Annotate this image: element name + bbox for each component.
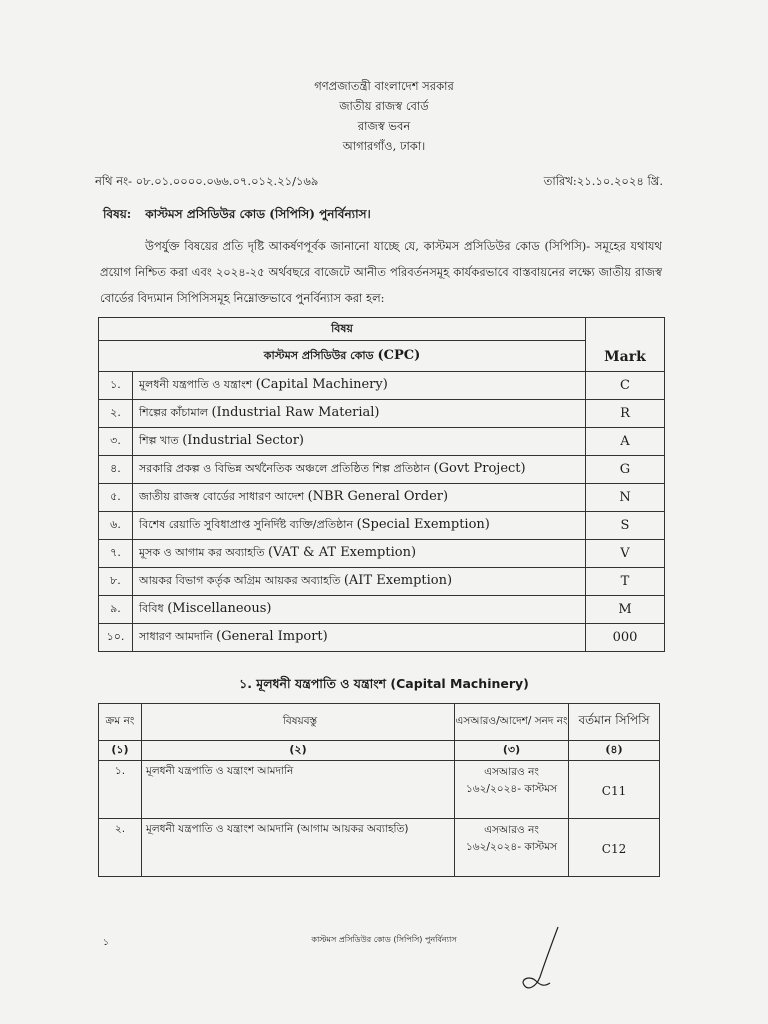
row-number: ৮. bbox=[99, 568, 133, 596]
signature-mark bbox=[510, 925, 570, 995]
row-description-bn: আয়কর বিভাগ কর্তৃক অগ্রিম আয়কর অব্যাহতি bbox=[139, 574, 341, 587]
row-mark: M bbox=[586, 596, 665, 624]
row-serial: ১. bbox=[99, 761, 142, 819]
row-number: ১. bbox=[99, 372, 133, 400]
row-mark: 000 bbox=[586, 624, 665, 652]
row-description-en: (VAT & AT Exemption) bbox=[267, 545, 417, 560]
col-number-4: (৪) bbox=[569, 741, 660, 761]
subject-label: বিষয়: bbox=[103, 207, 132, 221]
row-serial: ২. bbox=[99, 819, 142, 877]
row-mark: N bbox=[586, 484, 665, 512]
row-description-bn: জাতীয় রাজস্ব বোর্ডের সাধারণ আদেশ bbox=[139, 490, 305, 503]
col-number-2: (২) bbox=[142, 741, 455, 761]
row-description-en: (General Import) bbox=[216, 629, 328, 644]
row-description-bn: শিল্পের কাঁচামাল bbox=[139, 406, 208, 419]
row-description-bn: শিল্প খাত bbox=[139, 434, 179, 447]
row-cpc: C11 bbox=[569, 761, 660, 819]
col-number-1: (১) bbox=[99, 741, 142, 761]
col-header-subject: বিষয়বস্তু bbox=[142, 704, 455, 741]
row-description bbox=[133, 400, 586, 428]
col-header-serial: ক্রম নং bbox=[99, 704, 142, 741]
row-number: ৩. bbox=[99, 428, 133, 456]
footer-title: কাস্টমস প্রসিডিউর কোড (সিপিসি) পুনর্বিন্যাস bbox=[311, 935, 457, 944]
cpc-header-bn: কাস্টমস প্রসিডিউর কোড bbox=[263, 348, 374, 362]
row-description bbox=[133, 456, 586, 484]
cpc-header-en: (CPC) bbox=[377, 347, 421, 363]
row-mark: V bbox=[586, 540, 665, 568]
row-description bbox=[133, 540, 586, 568]
row-description bbox=[133, 428, 586, 456]
row-number: ৯. bbox=[99, 596, 133, 624]
table-row bbox=[99, 428, 665, 456]
letterhead-building: রাজস্ব ভবন bbox=[357, 119, 411, 133]
subject-line bbox=[103, 206, 371, 226]
row-description-en: (Industrial Raw Material) bbox=[211, 405, 380, 420]
col-number-3: (৩) bbox=[455, 741, 569, 761]
col-header-cpc: বর্তমান সিপিসি bbox=[569, 704, 660, 741]
row-sro: এসআরও নং ১৬২/২০২৪- কাস্টমস bbox=[455, 819, 569, 877]
cpc-table-code-header bbox=[99, 341, 586, 372]
row-sro: এসআরও নং ১৬২/২০২৪- কাস্টমস bbox=[455, 761, 569, 819]
col-header-sro: এসআরও/আদেশ/ সনদ নং bbox=[455, 704, 569, 741]
row-description-bn: সরকারি প্রকল্প ও বিভিন্ন অর্থনৈতিক অঞ্চলে প্রতিষ্ঠিত শিল্প প্রতিষ্ঠান bbox=[139, 462, 431, 475]
cpc-table-mark-header: Mark bbox=[586, 318, 665, 372]
row-subject: মূলধনী যন্ত্রপাতি ও যন্ত্রাংশ আমদানি (আগাম আয়কর অব্যাহতি) bbox=[142, 819, 455, 877]
letterhead-government: গণপ্রজাতন্ত্রী বাংলাদেশ সরকার bbox=[314, 79, 454, 93]
table-row bbox=[99, 372, 665, 400]
row-mark: S bbox=[586, 512, 665, 540]
row-mark: A bbox=[586, 428, 665, 456]
table-row bbox=[99, 456, 665, 484]
letterhead-board: জাতীয় রাজস্ব বোর্ড bbox=[339, 99, 429, 113]
row-description-en: (Special Exemption) bbox=[356, 517, 490, 532]
row-description-bn: বিশেষ রেয়াতি সুবিধাপ্রাপ্ত সুনির্দিষ্ট ব্যক্তি/প্রতিষ্ঠান bbox=[139, 518, 354, 531]
row-description-en: (Capital Machinery) bbox=[255, 377, 388, 392]
table-row bbox=[99, 624, 665, 652]
row-mark: C bbox=[586, 372, 665, 400]
table-row bbox=[99, 484, 665, 512]
row-description-en: (AIT Exemption) bbox=[343, 573, 453, 588]
row-number: ৭. bbox=[99, 540, 133, 568]
row-subject: মূলধনী যন্ত্রপাতি ও যন্ত্রাংশ আমদানি bbox=[142, 761, 455, 819]
row-description-en: (Govt Project) bbox=[433, 461, 526, 476]
cpc-table-subject-header: বিষয় bbox=[99, 318, 586, 341]
document-date: তারিখ:২১.১০.২০২৪ খ্রি. bbox=[543, 174, 663, 188]
row-number: ৫. bbox=[99, 484, 133, 512]
table-row bbox=[99, 540, 665, 568]
row-description-bn: সাধারণ আমদানি bbox=[139, 630, 213, 643]
subject-text: কাস্টমস প্রসিডিউর কোড (সিপিসি) পুনর্বিন্যাস। bbox=[145, 207, 371, 221]
file-reference: নথি নং- ০৮.০১.০০০০.০৬৬.০৭.০১২.২১/১৬৯ bbox=[95, 174, 319, 188]
row-description-bn: মূসক ও আগাম কর অব্যাহতি bbox=[139, 546, 265, 559]
page-number: ১ bbox=[103, 938, 109, 948]
table-row bbox=[99, 819, 660, 877]
row-description bbox=[133, 512, 586, 540]
cpc-table bbox=[98, 317, 665, 652]
table-row bbox=[99, 512, 665, 540]
table-row bbox=[99, 568, 665, 596]
row-number: ৬. bbox=[99, 512, 133, 540]
letterhead bbox=[0, 76, 768, 156]
row-number: ৪. bbox=[99, 456, 133, 484]
row-cpc: C12 bbox=[569, 819, 660, 877]
table-row bbox=[99, 761, 660, 819]
row-number: ১০. bbox=[99, 624, 133, 652]
row-number: ২. bbox=[99, 400, 133, 428]
row-description-en: (NBR General Order) bbox=[307, 489, 449, 504]
table-row bbox=[99, 596, 665, 624]
row-description-bn: বিবিধ bbox=[139, 602, 164, 615]
row-description bbox=[133, 596, 586, 624]
row-mark: R bbox=[586, 400, 665, 428]
row-description bbox=[133, 484, 586, 512]
table-row bbox=[99, 400, 665, 428]
row-description-bn: মূলধনী যন্ত্রপাতি ও যন্ত্রাংশ bbox=[139, 378, 253, 391]
letterhead-address: আগারগাঁও, ঢাকা। bbox=[342, 139, 426, 153]
row-description bbox=[133, 568, 586, 596]
row-mark: G bbox=[586, 456, 665, 484]
section-title: ১. মূলধনী যন্ত্রপাতি ও যন্ত্রাংশ (Capital Machinery) bbox=[239, 676, 529, 691]
row-description bbox=[133, 624, 586, 652]
row-description-en: (Miscellaneous) bbox=[167, 601, 272, 616]
row-description-en: (Industrial Sector) bbox=[182, 433, 304, 448]
row-description bbox=[133, 372, 586, 400]
row-mark: T bbox=[586, 568, 665, 596]
capital-machinery-table bbox=[98, 703, 660, 877]
body-paragraph: উপর্যুক্ত বিষয়ের প্রতি দৃষ্টি আকর্ষণপূর্বক জানানো যাচ্ছে যে, কাস্টমস প্রসিডিউর কোড (সিপিসি)- সমূহের যথাযথ প্রয়োগ নিশ্চিত করা এবং ২০২৪-২৫ অর্থবছরে বাজেটে আনীত পরিবর্তনসমূহ কার্যকরভাবে বাস্তবায়নের লক্ষ্যে জাতীয় রাজস্ব বোর্ডের বিদ্যমান সিপিসিসমূহ নিম্নোক্তভাবে পুনর্বিন্যাস করা হল: bbox=[100, 239, 662, 305]
